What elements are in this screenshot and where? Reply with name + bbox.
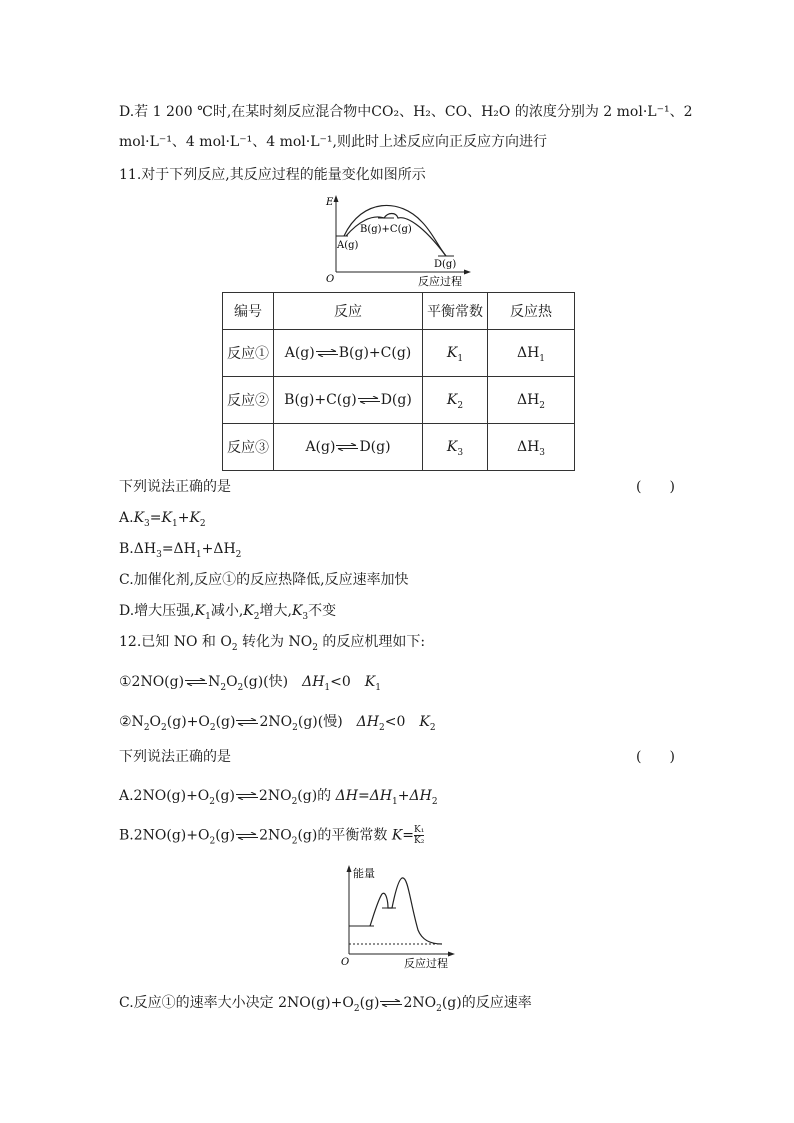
q11-energy-diagram	[322, 194, 472, 288]
row-heat: $\Delta H_2$	[488, 377, 575, 424]
q12-figure-origin: O	[341, 957, 350, 968]
q12-option-c: C.反应①的速率大小决定 $2NO(g)+O_2(g)$ $2NO_2(g)$的反应速率	[119, 995, 532, 1014]
row-heat: $\Delta H_3$	[488, 424, 575, 471]
q11-option-d: D.增大压强$,K_1$减小$,K_2$增大$,K_3$不变	[119, 603, 337, 622]
q12-question: 下列说法正确的是	[119, 749, 231, 765]
q12-step-1: ①2NO(g) $N_2O_2(g)$(快) $\Delta H_1<0$ $K_1$	[119, 674, 381, 693]
q12-option-b: $B.2NO(g)+O_2(g)$ $2NO_2(g)$的平衡常数 K= $\frac{\text{K₁}}{\text{K₂}}$	[119, 825, 425, 847]
q11-figure-label-d: D(g)	[434, 259, 457, 270]
q11-question: 下列说法正确的是	[119, 479, 231, 495]
q12-energy-diagram	[336, 862, 456, 970]
row-k: $K_3$	[423, 424, 488, 471]
row-heat: $\Delta H_1$	[488, 330, 575, 377]
q11-option-b: $B.\Delta H_3=\Delta H_1+\Delta H_2$	[119, 541, 242, 560]
q12-option-a: $A.2NO(g)+O_2(g)$ $2NO_2(g)$的 $\Delta H=\Delta H_1+\Delta H_2$	[119, 788, 438, 807]
q12-figure-x-label: 反应过程	[404, 957, 448, 970]
q11-figure-label-bc: B(g)+C(g)	[360, 224, 412, 235]
row-id: 反应①	[223, 330, 274, 377]
q11-figure-x-label: 反应过程	[418, 275, 462, 288]
header-reaction: 反应	[274, 293, 423, 330]
q11-figure-origin: O	[326, 274, 335, 285]
q12-stem: 12.已知 NO 和 $O_2$ 转化为 $NO_2$ 的反应机理如下:	[119, 634, 426, 653]
q12-figure-y-label: 能量	[353, 867, 375, 880]
q11-figure-y-label: E	[326, 197, 334, 208]
header-id: 编号	[223, 293, 274, 330]
q11-answer-blank: ( )	[636, 479, 675, 495]
q10-option-d-line1: D.若 1 200 ℃时,在某时刻反应混合物中CO₂、H₂、CO、H₂O 的浓度分别为 2 mol·L⁻¹、2	[119, 104, 693, 120]
row-id: 反应②	[223, 377, 274, 424]
table-header-row	[223, 293, 575, 330]
row-k: $K_2$	[423, 377, 488, 424]
q12-answer-blank: ( )	[636, 749, 675, 765]
q10-option-d-line2: mol·L⁻¹、4 mol·L⁻¹、4 mol·L⁻¹,则此时上述反应向正反应方向进行	[119, 134, 547, 150]
q11-option-a: $A.K_3=K_1+K_2$	[119, 510, 206, 529]
row-reaction: A(g) D(g)	[274, 424, 423, 471]
q11-stem: 11.对于下列反应,其反应过程的能量变化如图所示	[119, 167, 426, 183]
row-reaction: B(g)+C(g) D(g)	[274, 377, 423, 424]
k-fraction: $\frac{\text{K₁}}{\text{K₂}}$	[414, 825, 425, 846]
row-id: 反应③	[223, 424, 274, 471]
table-row	[223, 330, 575, 377]
q11-option-c: C.加催化剂,反应①的反应热降低,反应速率加快	[119, 572, 409, 588]
q12-step-2: $②N_2O_2(g)+O_2(g)$ $2NO_2(g)$(慢) $\Delta H_2<0$ $K_2$	[119, 714, 436, 733]
table-row	[223, 377, 575, 424]
row-k: $K_1$	[423, 330, 488, 377]
header-k: 平衡常数	[423, 293, 488, 330]
table-row	[223, 424, 575, 471]
row-reaction: A(g) B(g)+C(g)	[274, 330, 423, 377]
q11-reaction-table	[222, 292, 575, 471]
header-heat: 反应热	[488, 293, 575, 330]
q11-figure-label-a: A(g)	[337, 240, 359, 251]
